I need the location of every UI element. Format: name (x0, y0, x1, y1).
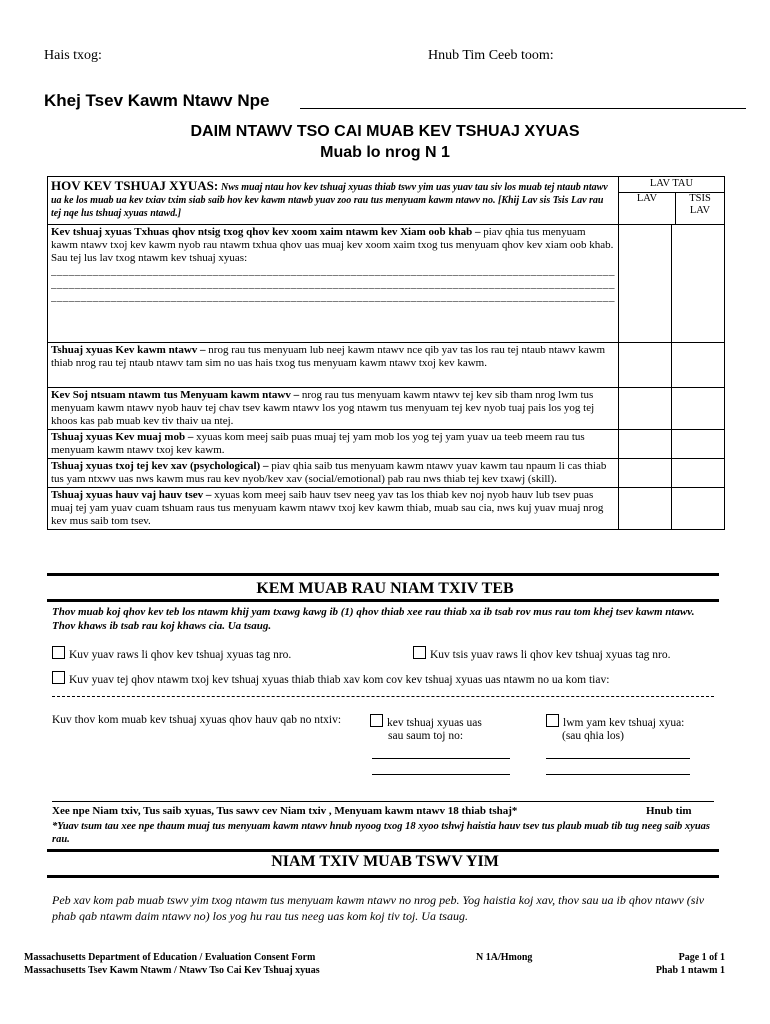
blank-line[interactable] (372, 774, 510, 775)
additional-eval-option-other[interactable]: lwm yam kev tshuaj xyua: (546, 714, 684, 729)
reject-cell[interactable] (672, 225, 725, 343)
footer-left-2: Massachusetts Tsev Kawm Ntawm / Ntawv Tso Cai Kev Tshuaj xyuas (24, 965, 320, 976)
accept-cell[interactable] (619, 343, 672, 388)
table-header-instructions: Nws muaj ntau hov kev tshuaj xyuas thiab tswv yim uas yuav tau siv los muab tej ntaub ntawv ua ke los muab ua kev txiav txim siab saib hov kev kawm ntawb yuav zoo rau tus menyuam kawm ntawv no. [Khij Lav sis Tsis Lav rau tej nqe lus tshuaj xyuas ntawd.] (51, 182, 608, 219)
accept-cell[interactable] (619, 458, 672, 487)
table-row: Tshuaj xyuas txoj tej kev xav (psychological) – piav qhia saib tus menyuam kawm ntawv yuav kawm tau npaum li cas thiab tus yam ntxwv uas nws kawm mus rau kev nyob/kev xav (social/emotional) pab rau nws thiab tej kev txawj (skill). (48, 458, 619, 487)
table-header-cell (48, 177, 619, 225)
additional-eval-option-above[interactable]: kev tshuaj xyuas uas (370, 714, 482, 729)
partial-accept-line[interactable] (52, 696, 714, 697)
footer-page-hmong: Phab 1 ntawm 1 (655, 965, 725, 976)
footer-page: Page 1 of 1 (678, 952, 725, 963)
blank-line[interactable] (546, 774, 690, 775)
rights-section-title: NIAM TXIV MUAB TSWV YIM (271, 853, 499, 870)
signature-date-label: Hnub tim (646, 805, 692, 817)
reject-cell[interactable] (672, 458, 725, 487)
additional-eval-checkbox-above[interactable] (370, 714, 383, 727)
additional-eval-option-above-cont: sau saum toj no: (388, 730, 464, 742)
signature-label: Xee npe Niam txiv, Tus saib xyuas, Tus sawv cev Niam txiv , Menyuam kawm ntawv 18 thiab tshaj* (52, 805, 518, 817)
accept-reject-header (619, 177, 725, 225)
col-header-top: LAV TAU (649, 178, 694, 189)
accept-cell[interactable] (619, 388, 672, 430)
additional-eval-option-other-cont: (sau qhia los) (562, 730, 624, 742)
accept-all-checkbox[interactable] (52, 646, 65, 659)
table-row: Tshuaj xyuas hauv vaj hauv tsev – xyuas kom meej saib hauv tsev neeg yav tas los thiab kev noj nyob hauv lub tsev puas muaj tej yam yuav cuam tshuam raus tus menyuam kawm ntawv txoj kev kawm thiab, muab sau cia, nws kuj yuav muaj nrog kev mus saib tom tsev. (48, 487, 619, 529)
table-row: Tshuaj xyuas Kev muaj mob – xyuas kom meej saib puas muaj tej yam mob los yog tej yam yuav ua teeb meem rau tus menyuam kawm ntawv txoj kev kawm. (48, 429, 619, 458)
blank-line[interactable] (546, 758, 690, 759)
table-row: Kev Soj ntsuam ntawm tus Menyuam kawm ntawv – nrog rau tus menyuam kawm ntawv tej kev sib tham nrog lwm tus menyuam kawm ntawv nyob hauv tej chav tsev kawm ntawv los yog ntawm tus menyuam tej kev nyob tuaj pais los yog tej khoos kas pab muab kev tiv thaiv ua ntej. (48, 388, 619, 430)
reject-cell[interactable] (672, 487, 725, 529)
signature-note: *Yuav tsum tau xee npe thaum muaj tus menyuam kawm ntawv hnub nyoog txog 18 xyoo tshwj haistia hauv tsev tus plaub muab tib tug neeg saib xyuas rau. (52, 821, 711, 846)
form-subtitle: Muab lo nrog N 1 (320, 144, 450, 161)
form-title: DAIM NTAWV TSO CAI MUAB KEV TSHUAJ XYUAS (190, 123, 580, 140)
accept-all-option[interactable]: Kuv yuav raws li qhov kev tshuaj xyuas tag nro. (52, 646, 291, 661)
district-name-field[interactable] (300, 108, 746, 109)
parent-section-title: KEM MUAB RAU NIAM TXIV TEB (256, 580, 514, 597)
accept-cell[interactable] (619, 429, 672, 458)
section-divider (47, 849, 719, 852)
reject-all-option[interactable]: Kuv tsis yuav raws li qhov kev tshuaj xyuas tag nro. (413, 646, 671, 661)
signature-line[interactable] (52, 801, 714, 802)
blank-line[interactable]: ______________________________________________________________________________________________ (51, 290, 615, 303)
rights-text: Peb xav kom pab muab tswv yim txog ntawm tus menyuam kawm ntawv no nrog peb. Yog haistia koj xav, thov sau ua ib qhov ntawv (siv phab qab ntawm daim ntawv no) los yog hu rau tus neeg uas kom koj tiv toj. Ua tsaug. (52, 893, 705, 924)
additional-eval-checkbox-other[interactable] (546, 714, 559, 727)
table-header-title: HOV KEV TSHUAJ XYUAS: (51, 178, 219, 193)
section-divider (47, 599, 719, 602)
reject-cell[interactable] (672, 388, 725, 430)
parent-instructions: Thov muab koj qhov kev teb los ntawm khij yam txawg kawg ib (1) qhov thiab xee rau thiab xa ib tsab rov mus rau tom khej tsev kawm ntawv. Thov khaws ib tsab rau koj khaws cia. Ua tsaug. (52, 606, 695, 633)
blank-line[interactable] (372, 758, 510, 759)
section-divider (47, 573, 719, 576)
partial-accept-checkbox[interactable] (52, 671, 65, 684)
reject-all-checkbox[interactable] (413, 646, 426, 659)
accept-cell[interactable] (619, 487, 672, 529)
table-row: Kev tshuaj xyuas Txhuas qhov ntsig txog qhov kev xoom xaim ntawm kev Xiam oob khab – piav qhia tus menyuam kawm ntawv txoj kev kawm nyob rau ntawm txhua qhov uas muaj kev xoom xaim txog tus menyuam qhov kev xiam oob khab. Sau tej lus lav txog ntawm kev tshuaj xyuas: ______________________________________________________________________________________________ ______________________________________________________________________________________________ ______________________________________________________________________________________________ (48, 225, 619, 343)
col-accept: LAV (619, 192, 676, 225)
partial-accept-option[interactable]: Kuv yuav tej qhov ntawm txoj kev tshuaj xyuas thiab thiab xav kom cov kev tshuaj xyuas uas ntawm no ua kom tiav: (52, 671, 718, 686)
footer-form-code: N 1A/Hmong (476, 952, 533, 963)
reject-cell[interactable] (672, 429, 725, 458)
notice-date-label: Hnub Tim Ceeb toom: (428, 48, 554, 63)
accept-cell[interactable] (619, 225, 672, 343)
regarding-label: Hais txog: (44, 48, 102, 63)
footer-left-1: Massachusetts Department of Education / Evaluation Consent Form (24, 952, 316, 963)
evaluation-table (47, 176, 725, 530)
table-row: Tshuaj xyuas Kev kawm ntawv – nrog rau tus menyuam lub neej kawm ntawv nce qib yav tas los rau tej ntaub ntawv kawm thiab nrog rau tej ntaub ntawv tam sim no uas hais txog tus menyuam kawm ntawv txoj kev kawm. (48, 343, 619, 388)
blank-line[interactable]: ______________________________________________________________________________________________ (51, 264, 615, 277)
district-label: Khej Tsev Kawm Ntawv Npe (44, 91, 270, 110)
additional-eval-label: Kuv thov kom muab kev tshuaj xyuas qhov hauv qab no ntxiv: (52, 714, 342, 726)
section-divider (47, 875, 719, 878)
blank-line[interactable]: ______________________________________________________________________________________________ (51, 277, 615, 290)
col-reject: TSIS LAV (676, 192, 724, 225)
reject-cell[interactable] (672, 343, 725, 388)
